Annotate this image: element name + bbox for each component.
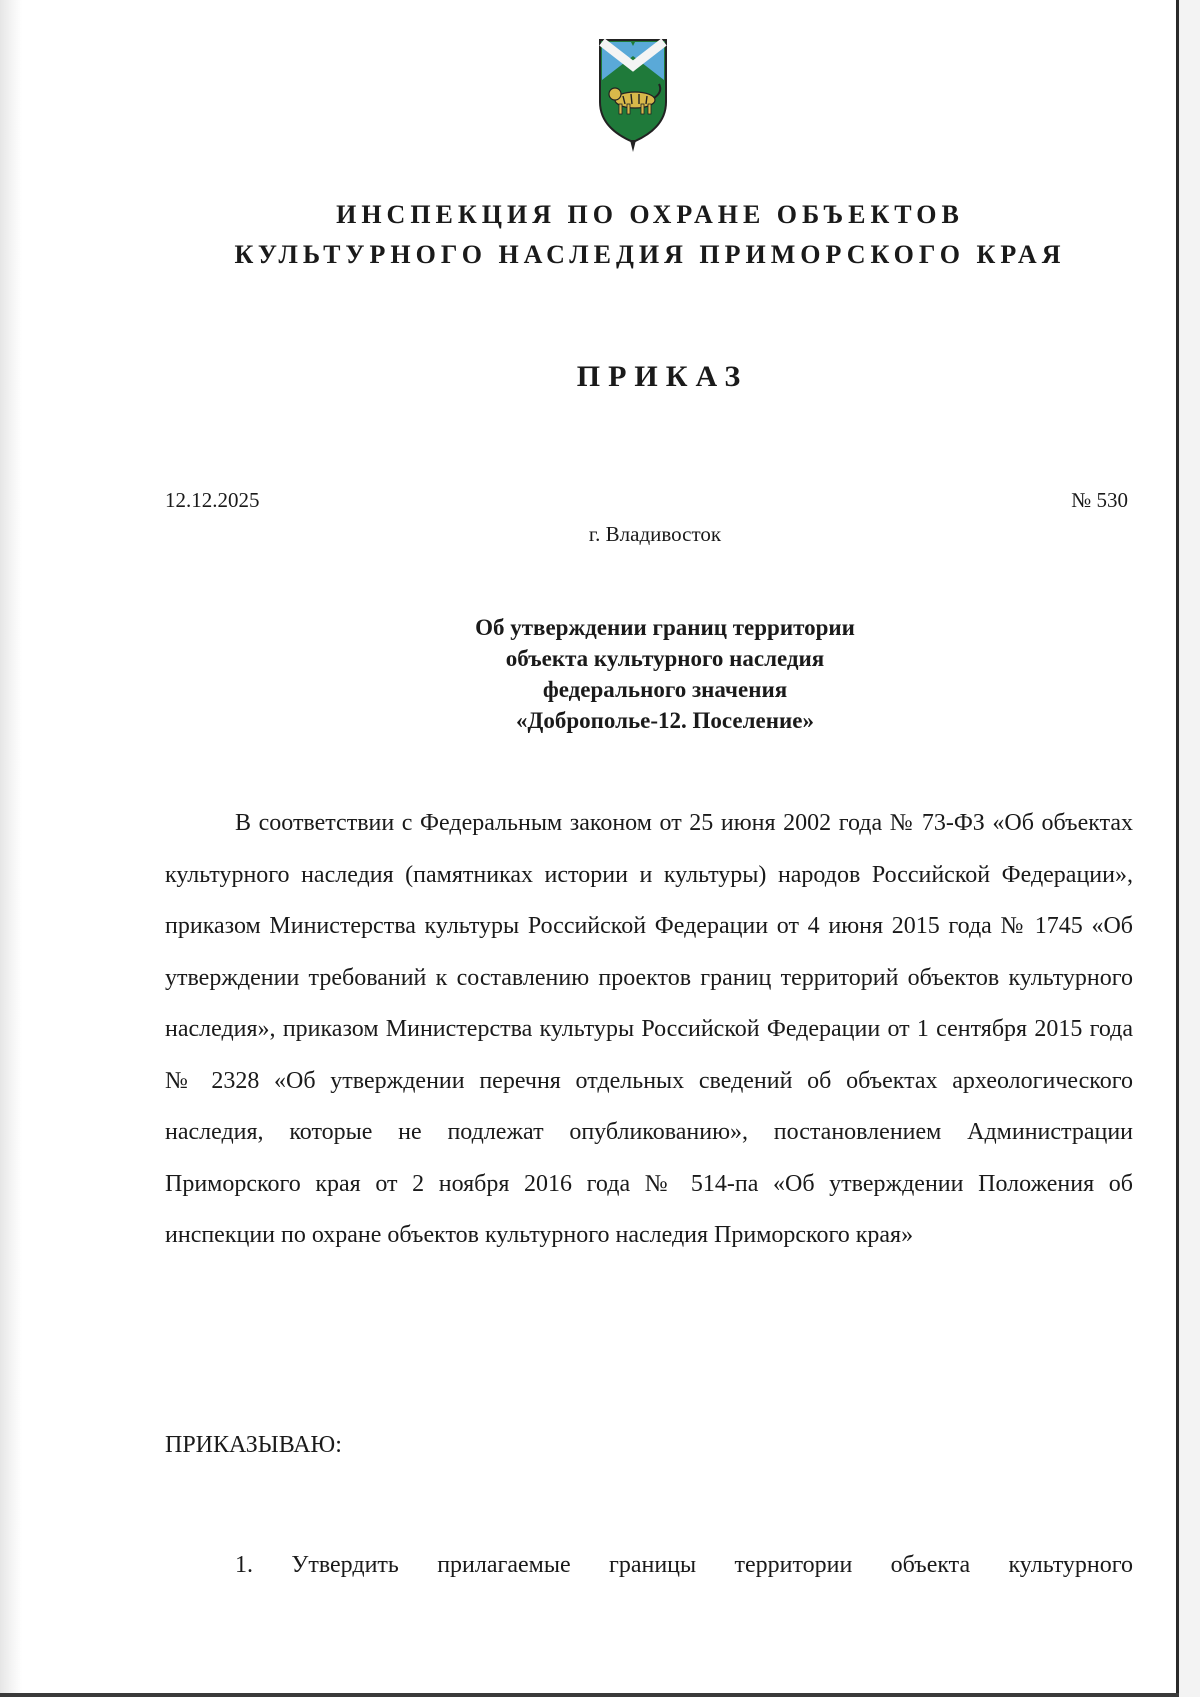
- order-item: [165, 1540, 1133, 1592]
- document-body: [165, 798, 1133, 1262]
- organization-name-line1: ИНСПЕКЦИЯ ПО ОХРАНЕ ОБЪЕКТОВ: [336, 200, 964, 229]
- title-line: «Доброполье-12. Поселение»: [516, 708, 814, 733]
- document-title: [400, 612, 930, 736]
- order-word: ПРИКАЗЫВАЮ:: [165, 1432, 342, 1458]
- order-item-number: 1.: [235, 1552, 292, 1578]
- title-line: федерального значения: [542, 677, 788, 702]
- document-number: № 530: [1071, 488, 1128, 512]
- organization-name-line2: КУЛЬТУРНОГО НАСЛЕДИЯ ПРИМОРСКОГО КРАЯ: [234, 240, 1066, 269]
- document-city: г. Владивосток: [588, 522, 722, 546]
- title-line: Об утверждении границ территории: [475, 615, 855, 640]
- primorsky-krai-coat-of-arms: [597, 36, 669, 156]
- title-line: объекта культурного наследия: [505, 646, 825, 671]
- scan-left-edge: [0, 0, 22, 1697]
- document-type: ПРИКАЗ: [576, 360, 749, 393]
- preamble-paragraph: В соответствии с Федеральным законом от 25 июня 2002 года № 73-ФЗ «Об объектах культурного наследия (памятниках истории и культуры) народов Российской Федерации», приказом Министерства культуры Российской Федерации от 4 июня 2015 года № 1745 «Об утверждении требований к составлению проектов границ территорий объектов культурного наследия», приказом Министерства культуры Российской Федерации от 1 сентября 2015 года № 2328 «Об утверждении перечня отдельных сведений об объектах археологического наследия, которые не подлежат опубликованию», постановлением Администрации Приморского края от 2 ноября 2016 года № 514-па «Об утверждении Положения об инспекции по охране объектов культурного наследия Приморского края»: [165, 810, 1133, 1248]
- scan-bottom-edge-line: [0, 1693, 1179, 1697]
- document-date: 12.12.2025: [165, 488, 260, 512]
- order-item-text: Утвердить прилагаемые границы территории объекта культурного: [291, 1552, 1134, 1578]
